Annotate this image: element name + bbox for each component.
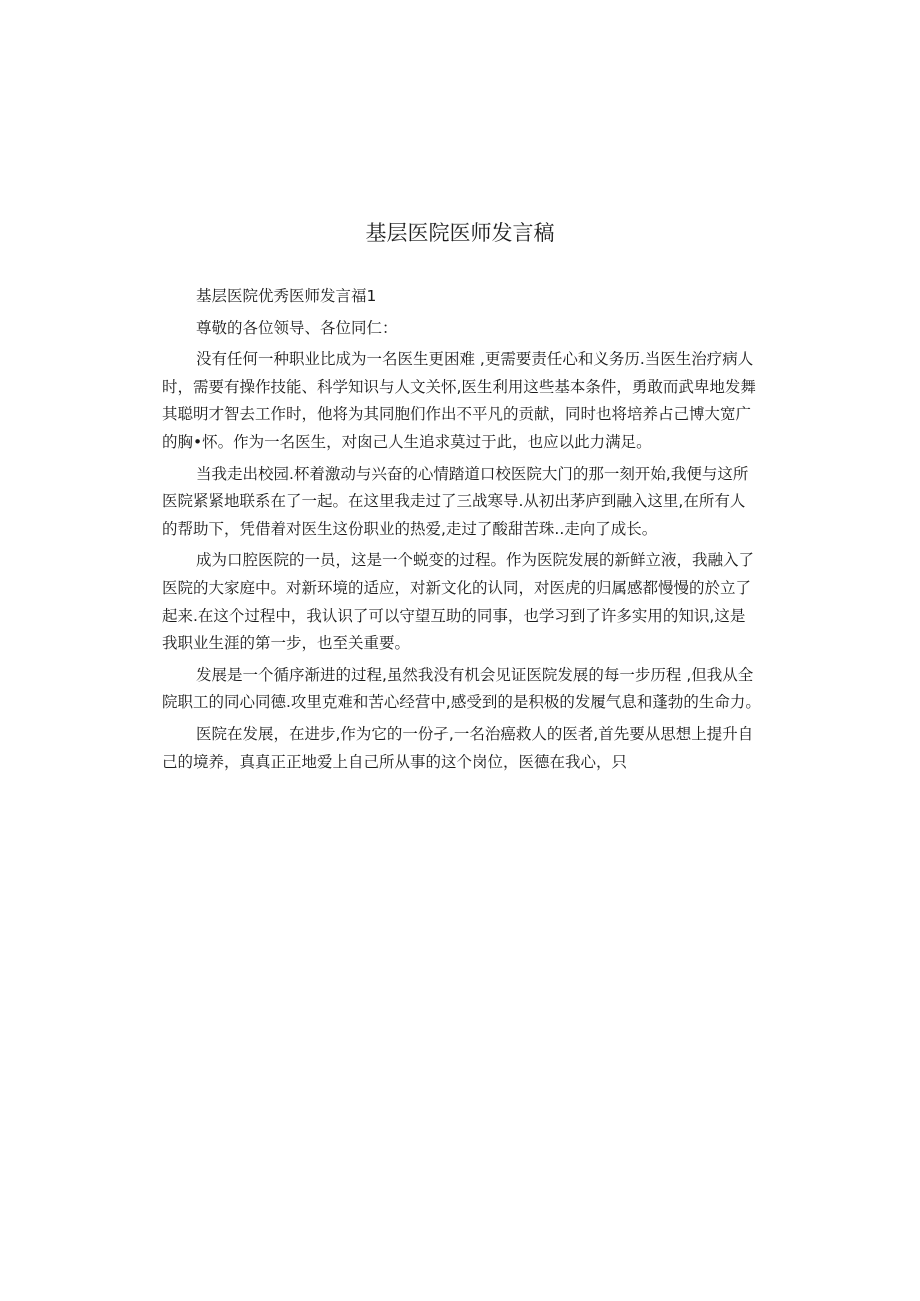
salutation: 尊敬的各位领导、各位同仁： [196,318,398,337]
paragraph-line: 院职工的同心同德.攻里克难和苦心经营中,感受到的是积极的发履气息和蓬勃的生命力。 [162,693,761,712]
document-title: 基层医院医师发言稿 [365,221,555,245]
document-subtitle: 基层医院优秀医师发言福1 [196,287,377,305]
paragraph-line: 医院在发展，在进步,作为它的一份孑,一名治癌救人的医者,首先要从思想上提升自 [196,724,754,743]
paragraph-1 [162,346,756,456]
paragraph-4 [162,662,761,717]
paragraph-line: 当我走出校园.杯着激动与兴奋的心情踏道口校医院大门的那一刻开始,我便与这所 [196,464,749,483]
paragraph-2 [162,461,752,544]
paragraph-3 [162,547,755,657]
paragraph-line: 成为口腔医院的一员，这是一个蜕变的过程。作为医院发展的新鲜立液，我融入了 [196,551,755,570]
paragraph-5 [162,721,752,776]
paragraph-line: 的帮助下，凭借着对医生这份职业的热爱,走过了酸甜苦珠..走向了成长。 [162,519,658,538]
paragraph-line: 发展是一个循序渐进的过程,虽然我没有机会见证医院发展的每一步历程 ,但我从全 [196,665,754,684]
paragraph-line: 没有任何一种职业比成为一名医生更困难 ,更需要责任心和义务历.当医生治疗病人 [196,350,754,369]
paragraph-line: 医院紧紧地联系在了一起。在这里我走过了三战寒导.从初出茅庐到融入这里,在所有人 [162,492,746,511]
paragraph-line: 我职业生涯的第一步，也至关重要。 [162,634,411,653]
paragraph-line: 时，需要有操作技能、科学知识与人文关怀,医生利用这些基本条件，勇敢而武卑地发舞 [162,377,756,396]
paragraph-line: 的胸•怀。作为一名医生，对囱己人生追求莫过于此，也应以此力满足。 [162,432,652,451]
paragraph-line: 起来.在这个过程中，我认识了可以守望互助的同事，也学习到了许多实用的知识,这是 [162,606,746,625]
paragraph-line: 医院的大家庭中。对新环境的适应，对新文化的认同，对医虎的归属感都慢慢的於立了 [162,578,752,597]
paragraph-line: 己的境养，真真正正地爱上自己所从事的这个岗位，医德在我心，只 [162,752,628,771]
document-body [162,283,761,776]
paragraph-line: 其聪明才智去工作时，他将为其同胞们作出不平凡的贡献，同时也将培养占己博大宽广 [162,405,752,424]
